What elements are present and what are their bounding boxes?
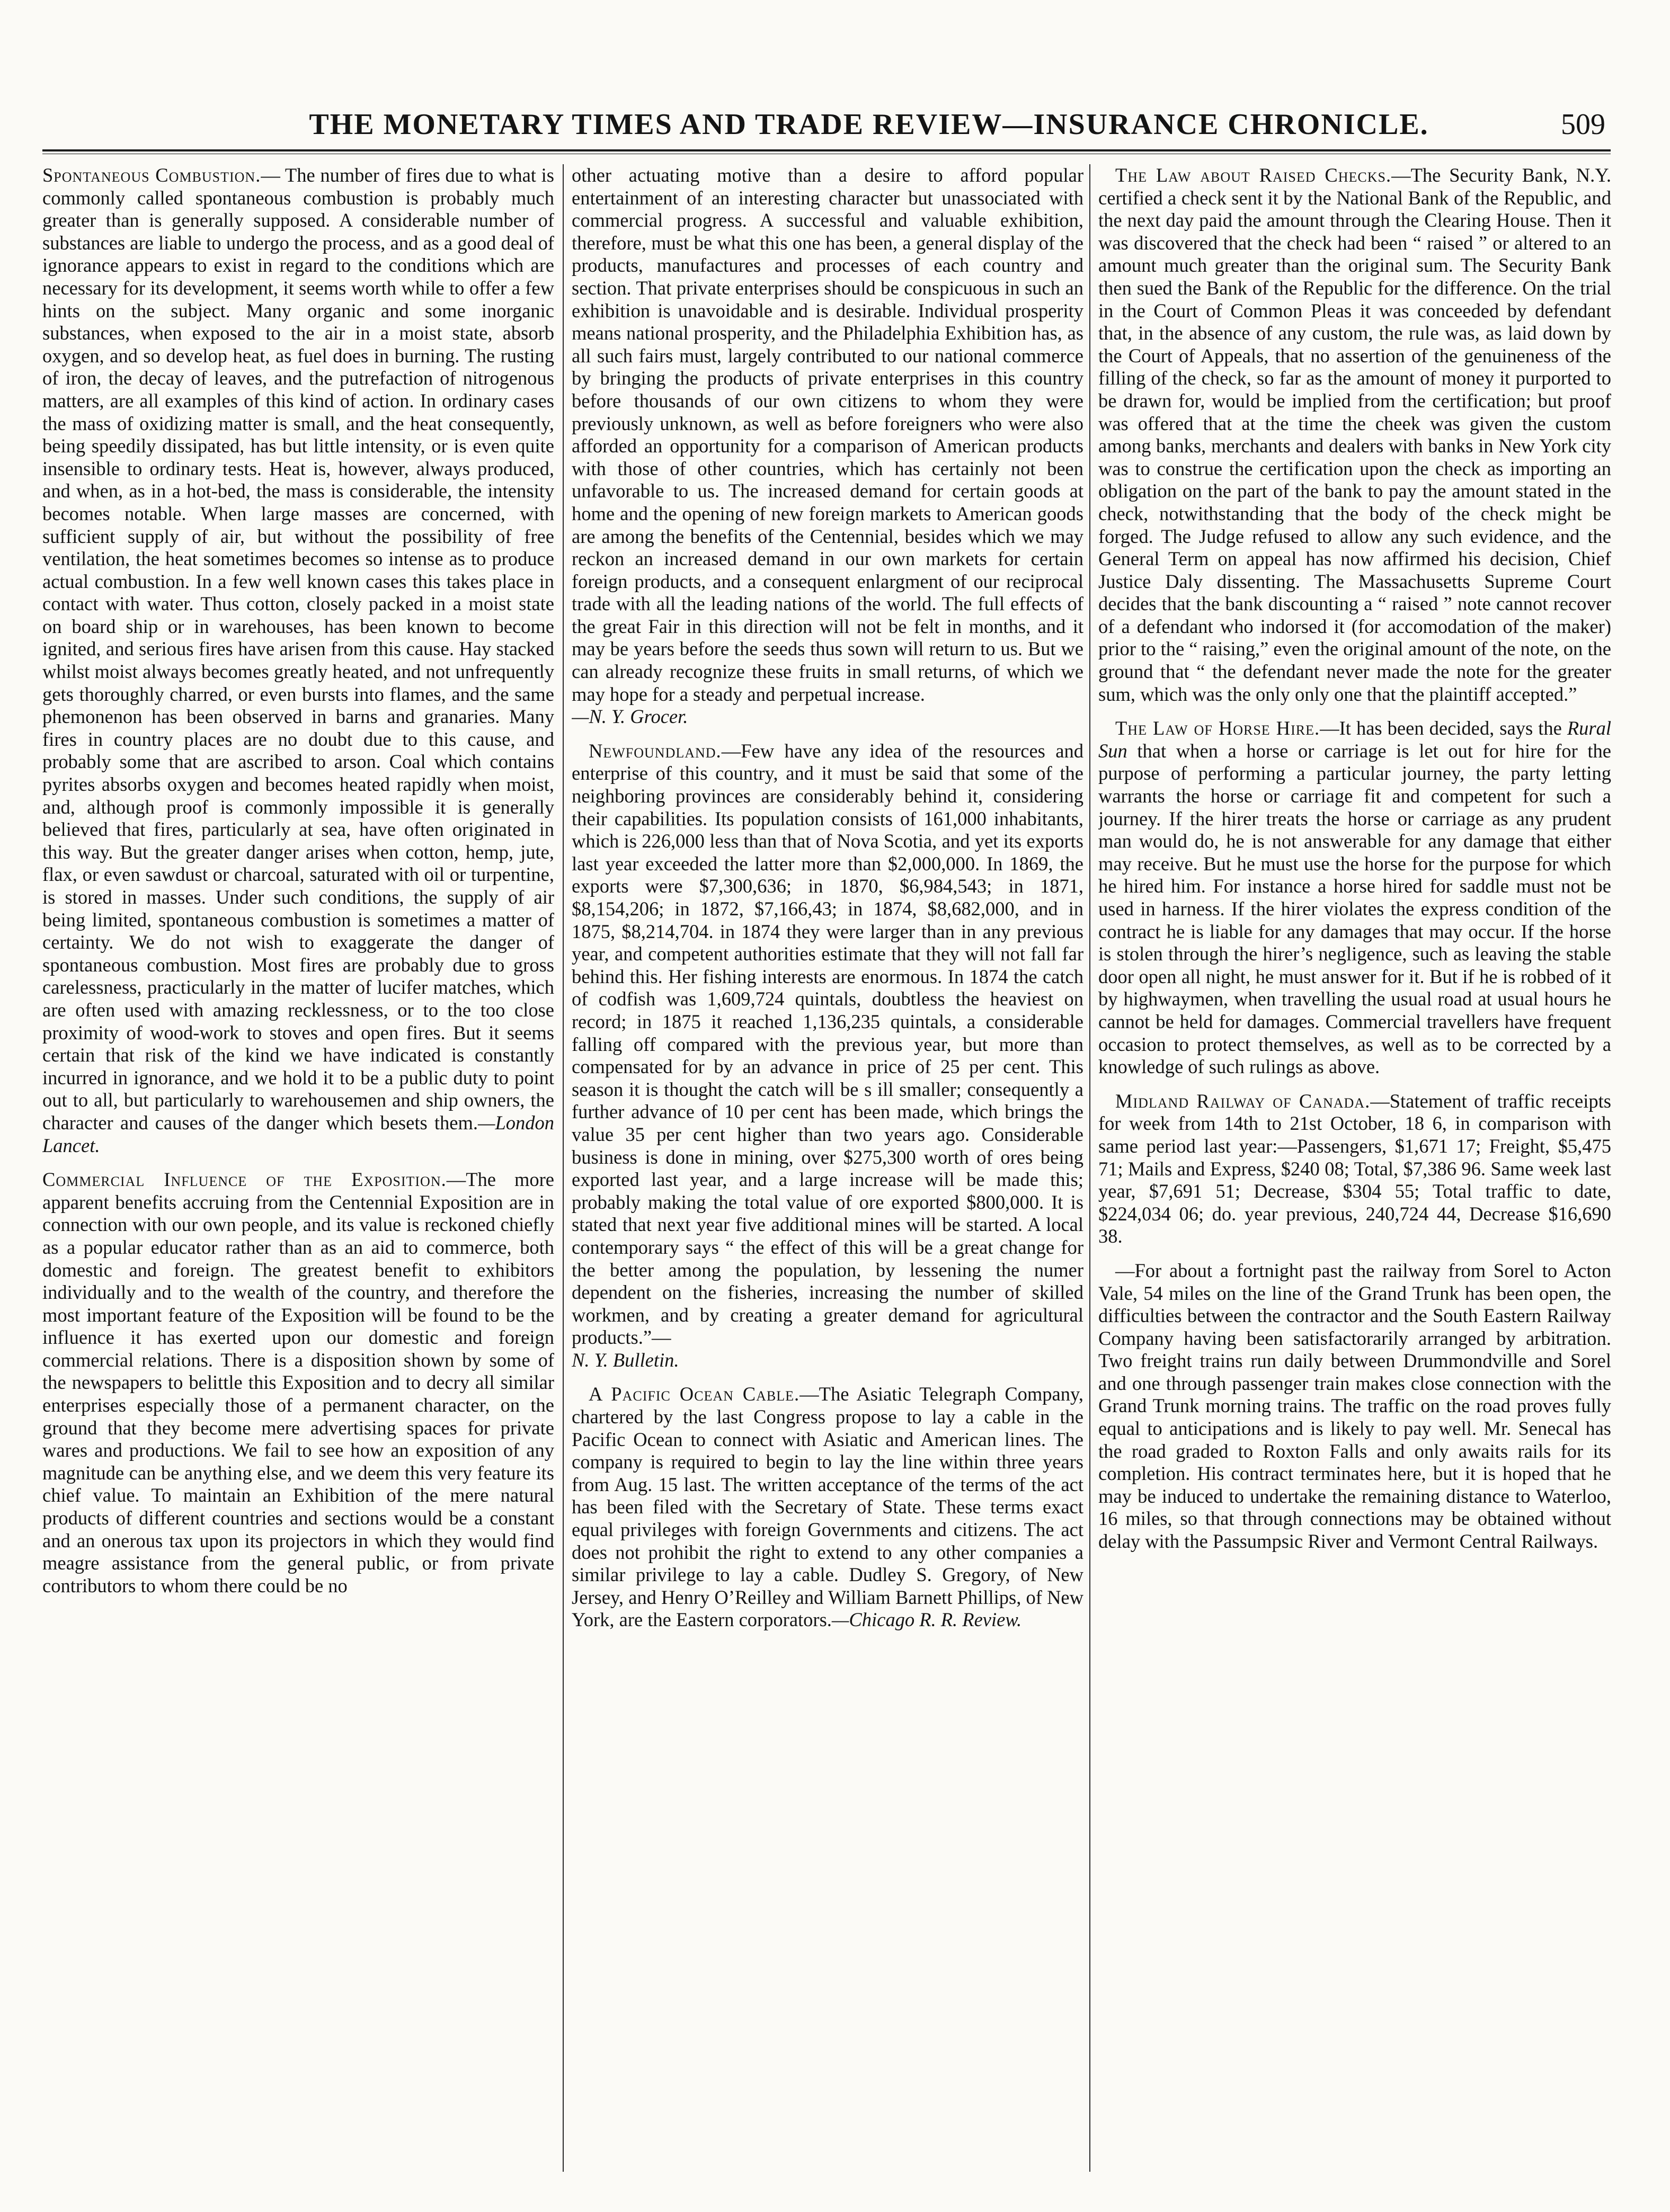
article-source: —London Lancet. [42, 1111, 554, 1156]
page-header [42, 101, 1611, 148]
article-body: —The Asiatic Telegraph Company, chartered by the last Congress propose to lay a cable in the Pacific Ocean to connect with Asiatic and American lines. The company is required to begin to lay the line within three years from Aug. 15 last. The written acceptance of the terms of the act has been filed with the Secretary of State. These terms exact equal privileges with foreign Governments and citizens. The act does not prohibit the right to extend to any other companies a similar privilege to lay a cable. Dudley S. Gregory, of New Jersey, and Henry O’Reilley and William Barnett Phillips, of New York, are the Eastern corporators. [572, 1383, 1083, 1631]
column-divider [563, 164, 564, 2172]
article-heading: Spontaneous Combustion. [42, 164, 261, 186]
article-heading: Midland Railway of Canada. [1115, 1090, 1371, 1112]
column-divider [1089, 164, 1090, 2172]
article-sorel-railway [1098, 1260, 1611, 1553]
article-body: that when a horse or carriage is let out for hire for the purpose of performing a particular journey, the party letting warrants the horse or carriage fit and competent for such a journey. If the hirer treats the horse or carriage as any prudent man would do, he is not answerable for any damage that either may receive. But he must use the horse for the purpose for which he hired him. For instance a horse hired for saddle must not be used in harness. If the hirer violates the express condition of the contract he is liable for any damages that may occur. If the horse is stolen through the hirer’s negligence, such as leaving the stable door open all night, he must answer for it. But if he is robbed of it by highwaymen, when travelling the usual road at usual hours he cannot be held for damages. Commercial travellers have frequent occasion to protect themselves, as well as to be corrected by a knowledge of such rulings as above. [1098, 739, 1611, 1078]
article-body: —It has been decided, says the [1320, 717, 1567, 739]
article-source: —N. Y. Grocer. [572, 706, 688, 728]
article-body: —The more apparent benefits accruing from the Centennial Exposition are in connection with our own people, and its value is reckoned chiefly as a popular educator rather than as an aid to commerce, both domestic and foreign. The greatest benefit to exhibitors individually and to the wealth of the country, and therefore the most important feature of the Exposition will be found to be the influence it has exerted upon our domestic and foreign commercial relations. There is a disposition shown by some of the newspapers to belittle this Exposition and to decry all similar enterprises especially those of a permanent character, on the ground that they become mere advertising spaces for private wares and productions. We fail to see how an exposition of any magnitude can be anything else, and we deem this very feature its chief value. To maintain an Exhibition of the mere natural products of different countries and sections would be a constant and an onerous tax upon its projectors in which they would find meagre assistance from the general public, or from private contributors to whom there could be no [42, 1169, 554, 1596]
article-heading: The Law of Horse Hire. [1115, 717, 1320, 739]
running-title: THE MONETARY TIMES AND TRADE REVIEW—INSURANCE CHRONICLE. [309, 108, 1429, 141]
column-1 [42, 164, 554, 2188]
column-3 [1098, 164, 1611, 2188]
article-body: other actuating motive than a desire to afford popular entertainment of an interesting character but unassociated with commercial progress. A successful and valuable exhibition, therefore, must be what this one has been, a general display of the products, manufactures and processes of each country and section. That private enterprises should be conspicuous in such an exhibition is unavoidable and is desirable. Individual prosperity means national prosperity, and the Philadelphia Exhibition has, as all such fairs must, largely contributed to our national commerce by bringing the products of private enterprises in this country before thousands of our own citizens to whom they were previously unknown, as well as before foreigners who were also afforded an opportunity for a comparison of American products with those of other countries, which has certainly not been unfavorable to us. The increased demand for certain goods at home and the opening of new foreign markets to American goods are among the benefits of the Centennial, besides which we may reckon an increased demand in our own markets for certain foreign products, and a consequent enlargment of our reciprocal trade with all the leading nations of the world. The full effects of the great Fair in this direction will not be felt in months, and it may be years before the seeds thus sown will return to us. But we can already recognize these fruits in small returns, of which we may hope for a steady and perpetual increase. [572, 164, 1083, 705]
article-spontaneous-combustion [42, 164, 554, 1157]
article-body: —Few have any idea of the resources and enterprise of this country, and it must be said that some of the neighboring provinces are considerably behind it, considering their capabilities. Its population consists of 161,000 inhabitants, which is 226,000 less than that of Nova Scotia, and yet its exports last year exceeded the latter more than $2,000,000. In 1869, the exports were $7,300,636; in 1870, $6,984,543; in 1871, $8,154,206; in 1872, $7,166,43; in 1874, $8,682,000, and in 1875, $8,214,704. in 1874 they were larger than in any previous year, and competent authorities estimate that they will not fall far behind this. Her fishing interests are enormous. In 1874 the catch of codfish was 1,609,724 quintals, doubtless the heaviest on record; in 1875 it reached 1,136,235 quintals, a considerable falling off compared with the previous year, but more than compensated for by an advance in price of 25 per cent. This season it is thought the catch will be s ill smaller; consequently a further advance of 10 per cent has been made, which brings the value 35 per cent higher than two years ago. Considerable business is done in mining, over $275,300 worth of ores being exported last year, and a large increase will be made this; probably making the total value of ore exported $800,000. It is stated that next year five additional mines will be started. A local contemporary says “ the effect of this will be a great change for the better among the population, by lessening the numer dependent on the fisheries, increasing the number of skilled workmen, and by creating a greater demand for agricultural products.”— [572, 739, 1083, 1349]
article-commercial-influence-continued [572, 164, 1083, 728]
article-commercial-influence [42, 1169, 554, 1597]
column-2 [572, 164, 1083, 2188]
article-pacific-cable [572, 1383, 1083, 1631]
article-horse-hire [1098, 717, 1611, 1078]
article-heading: Commercial Influence of the Exposition. [42, 1169, 447, 1191]
article-heading: A Pacific Ocean Cable. [589, 1383, 800, 1405]
article-raised-checks [1098, 164, 1611, 706]
article-body: — The number of fires due to what is commonly called spontaneous combustion is probably much greater than is generally supposed. A considerable number of substances are liable to undergo the process, and as a good deal of ignorance appears to exist in regard to the conditions which are necessary for its development, it seems worth while to offer a few hints on the subject. Many organic and some inorganic substances, when exposed to the air in a moist state, absorb oxygen, and so develop heat, as fuel does in burning. The rusting of iron, the decay of leaves, and the putrefaction of nitrogenous matters, are all examples of this kind of action. In ordinary cases the mass of oxidizing matter is small, and the heat consequently, being speedily dissipated, has but little intensity, or is even quite insensible to ordinary tests. Heat is, however, always produced, and when, as in a hot-bed, the mass is considerable, the intensity becomes notable. When large masses are concerned, with sufficient supply of air, but without the possibility of free ventilation, the heat sometimes becomes so intense as to produce actual combustion. In a few well known cases this takes place in contact with water. Thus cotton, closely packed in a moist state on board ship or in warehouses, has been known to become ignited, and serious fires have arisen from this cause. Hay stacked whilst moist always becomes greatly heated, and not unfrequently gets thoroughly charred, or even bursts into flames, and the same phemonenon has been observed in barns and granaries. Many fires in country places are no doubt due to this cause, and probably some that are ascribed to arson. Coal which contains pyrites absorbs oxygen and becomes heated rapidly when moist, and, although proof is commonly impossible it is generally believed that fires, particularly at sea, have often originated in this way. But the greater danger arises when cotton, hemp, jute, flax, or even sawdust or charcoal, saturated with oil or turpentine, is stored in masses. Under such conditions, the supply of air being limited, spontaneous combustion is sometimes a matter of certainty. We do not wish to exaggerate the danger of spontaneous combustion. Most fires are probably due to gross carelessness, practicularly in the matter of lucifer matches, which are often used with amazing recklessness, or to the too close proximity of wood-work to stoves and open fires. But it seems certain that risk of the kind we have indicated is constantly incurred in ignorance, and we hold it to be a public duty to point out to all, but particularly to warehousemen and ship owners, the character and causes of the danger which besets them. [42, 164, 554, 1134]
article-body: —Statement of traffic receipts for week from 14th to 21st October, 18 6, in comparison with same period last year:—Passengers, $1,671 17; Freight, $5,475 71; Mails and Express, $240 08; Total, $7,386 96. Same week last year, $7,691 51; Decrease, $304 55; Total traffic to date, $224,034 06; do. year previous, 240,724 44, Decrease $16,690 38. [1098, 1090, 1611, 1247]
article-heading: Newfoundland. [589, 739, 722, 762]
page-number: 509 [1561, 108, 1605, 141]
article-body: —The Security Bank, N.Y. certified a check sent it by the National Bank of the Republic, and the next day paid the amount through the Clearing House. Then it was discovered that the check had been “ raised ” or altered to an amount much greater than the original sum. The Security Bank then sued the Bank of the Republic for the difference. On the trial in the Court of Common Pleas it was conceeded by defendant that, in the absence of any custom, the rule was, as laid down by the Court of Appeals, that no assertion of the genuineness of the filling of the check, so far as the amount of money it purported to be drawn for, would be implied from the certification; but proof was offered that at the time the cheek was given the custom among banks, merchants and dealers with banks in New York city was to construe the certification upon the check as importing an obligation on the part of the bank to pay the amount stated in the check, notwithstanding that the body of the check might be forged. The Judge refused to allow any such evidence, and the General Term on appeal has now affirmed his decision, Chief Justice Daly dissenting. The Massachusetts Supreme Court decides that the bank discounting a “ raised ” note cannot recover of a defendant who indorsed it (for accomodation of the maker) prior to the “ raising,” even the original amount of the note, on the ground that “ the defendant never made the note for the greater sum, which was the only only one that the plaintiff accepted.” [1098, 164, 1611, 705]
article-newfoundland [572, 740, 1083, 1372]
article-source: Rural Sun [1098, 717, 1611, 762]
article-body: —For about a fortnight past the railway from Sorel to Acton Vale, 54 miles on the line of the Grand Trunk has been open, the difficulties between the contractor and the South Eastern Railway Company having been satisfactorarily arranged by arbitration. Two freight trains run daily between Drummondville and Sorel and one through passenger train makes close connection with the Grand Trunk morning trains. The traffic on the road proves fully equal to anticipations and is likely to pay well. Mr. Senecal has the road graded to Roxton Falls and only awaits rails for its completion. His contract terminates here, but it is hoped that he may be induced to undertake the remaining distance to Waterloo, 16 miles, so that through connections may be obtained without delay with the Passumpsic River and Vermont Central Railways. [1098, 1259, 1611, 1553]
article-source: —Chicago R. R. Review. [831, 1609, 1022, 1631]
article-source: N. Y. Bulletin. [572, 1349, 679, 1371]
article-midland-railway [1098, 1090, 1611, 1248]
header-rule [42, 149, 1611, 151]
article-heading: The Law about Raised Checks. [1115, 164, 1392, 186]
